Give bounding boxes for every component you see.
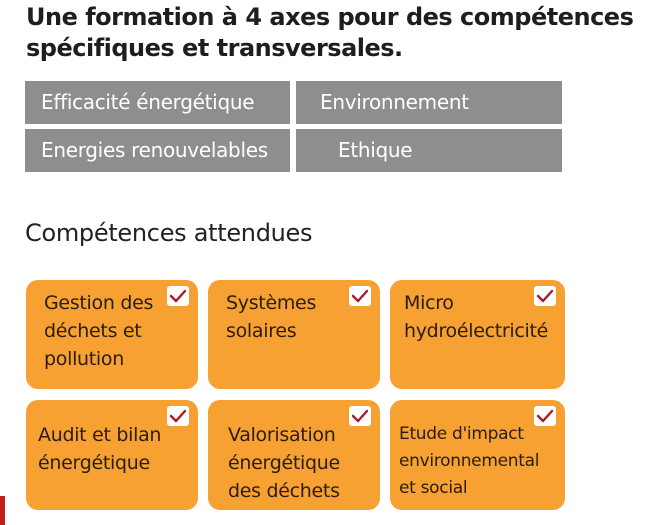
checkmark-icon: [167, 406, 189, 426]
competence-label: Systèmes solaires: [226, 292, 317, 342]
competence-card: [208, 400, 380, 510]
competence-card: [390, 280, 565, 389]
accent-bar: [0, 496, 5, 525]
checkmark-icon: [349, 286, 371, 306]
section-title: Compétences attendues: [25, 219, 313, 247]
competence-label: Valorisation énergétique des déchets: [228, 424, 340, 502]
checkmark-icon: [167, 286, 189, 306]
competence-label: Etude d'impact environnemental et social: [399, 424, 540, 498]
axis-label: Ethique: [338, 138, 413, 162]
checkmark-icon: [534, 286, 556, 306]
competence-label: Gestion des déchets et pollution: [44, 292, 154, 370]
axis-efficacite: [25, 81, 290, 124]
axis-label: Energies renouvelables: [41, 138, 268, 162]
competence-card: [26, 400, 198, 510]
competence-card: [390, 400, 565, 510]
competence-label: Audit et bilan énergétique: [38, 424, 162, 474]
competence-label: Micro hydroélectricité: [404, 292, 549, 342]
competence-card: [208, 280, 380, 389]
axis-label: Efficacité énergétique: [41, 90, 255, 114]
axis-label: Environnement: [320, 90, 469, 114]
checkmark-icon: [349, 406, 371, 426]
competence-card: [26, 280, 198, 389]
page-title: Une formation à 4 axes pour des compétences spécifiques et transversales.: [26, 3, 634, 62]
axis-energies-renouvelables: [25, 129, 290, 172]
checkmark-icon: [534, 406, 556, 426]
axis-ethique: [296, 129, 562, 172]
axis-environnement: [296, 81, 562, 124]
